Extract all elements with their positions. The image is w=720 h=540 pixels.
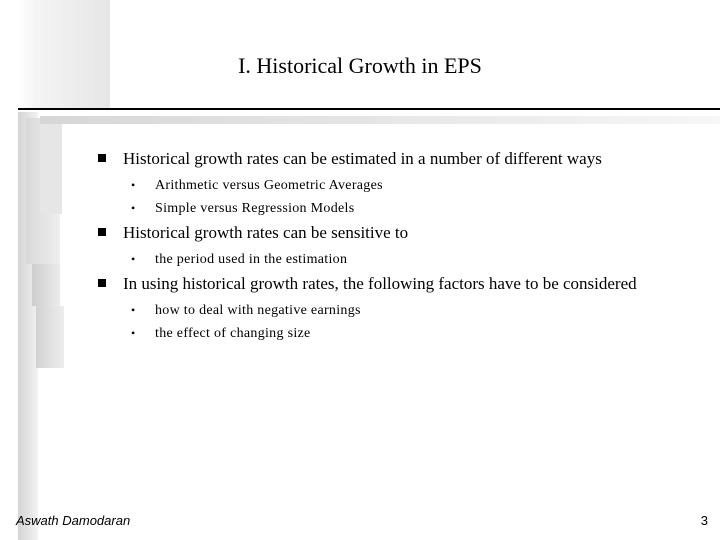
dot-bullet-icon: • <box>131 326 136 340</box>
decorative-block <box>32 264 60 306</box>
sub-bullet-item <box>95 322 695 345</box>
title-rule <box>18 108 720 110</box>
dot-bullet-icon: • <box>131 178 136 192</box>
bullet-list <box>95 148 695 345</box>
dot-bullet-icon: • <box>131 303 136 317</box>
bullet-item <box>95 222 695 271</box>
bullet-line <box>95 222 695 244</box>
sub-bullet-text: the period used in the estimation <box>155 252 348 267</box>
sub-bullet-text: the effect of changing size <box>155 326 311 341</box>
bullet-item <box>95 273 695 345</box>
sub-bullet-list <box>95 248 695 271</box>
bullet-item <box>95 148 695 220</box>
sub-bullet-item <box>95 248 695 271</box>
sub-bullet-text: Arithmetic versus Geometric Averages <box>155 178 383 193</box>
footer-author: Aswath Damodaran <box>16 513 131 528</box>
bullet-text: In using historical growth rates, the following factors have to be considered <box>123 274 637 293</box>
page-number: 3 <box>700 513 708 528</box>
bullet-text: Historical growth rates can be sensitive to <box>123 223 409 242</box>
square-bullet-icon <box>98 154 106 162</box>
sub-bullet-item <box>95 197 695 220</box>
sub-bullet-list <box>95 299 695 345</box>
square-bullet-icon <box>98 228 106 236</box>
decorative-block <box>36 306 64 368</box>
square-bullet-icon <box>98 279 106 287</box>
bullet-line <box>95 273 695 295</box>
bullet-text: Historical growth rates can be estimated in a number of different ways <box>123 149 602 168</box>
decorative-block <box>18 0 110 108</box>
slide-title: I. Historical Growth in EPS <box>238 53 482 78</box>
bullet-line <box>95 148 695 170</box>
dot-bullet-icon: • <box>131 252 136 266</box>
sub-bullet-text: Simple versus Regression Models <box>155 201 355 216</box>
decorative-block <box>40 122 62 214</box>
dot-bullet-icon: • <box>131 201 136 215</box>
sub-bullet-item <box>95 299 695 322</box>
sub-bullet-text: how to deal with negative earnings <box>155 303 361 318</box>
sub-bullet-item <box>95 174 695 197</box>
sub-bullet-list <box>95 174 695 220</box>
decorative-strip <box>40 116 720 124</box>
